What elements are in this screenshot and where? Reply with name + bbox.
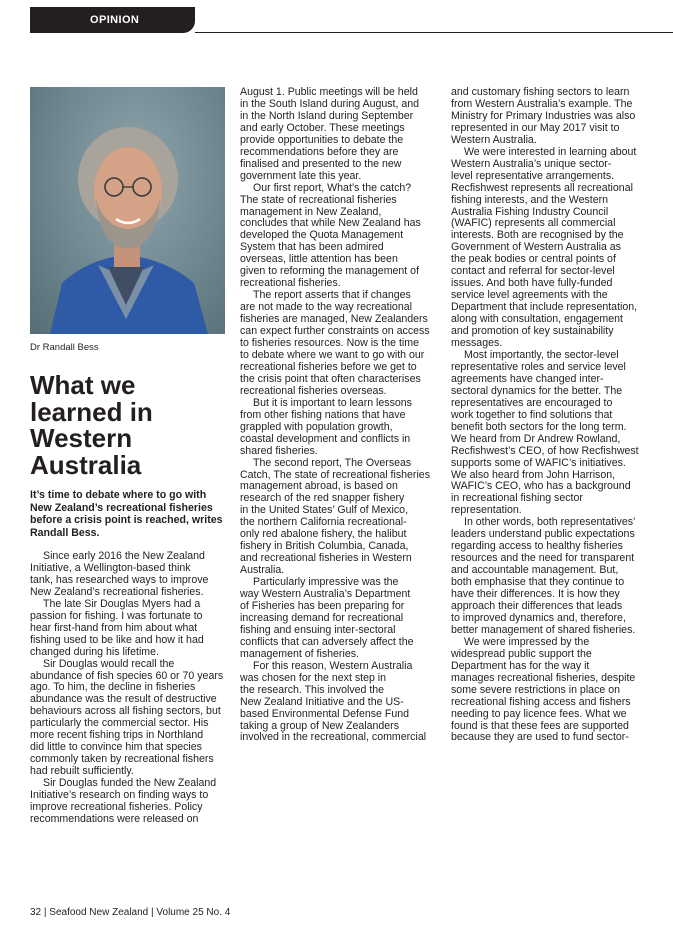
body-line: agreements have changed inter- — [451, 372, 604, 385]
section-tab — [30, 7, 195, 33]
body-line: of Fisheries has been preparing for — [240, 599, 405, 612]
body-line: along with consultation, engagement — [451, 313, 623, 326]
body-line: improve recreational fisheries. Policy — [30, 801, 203, 814]
body-line: to improved dynamics and, therefore, — [451, 611, 626, 624]
body-line: management abroad, is based on — [240, 480, 398, 493]
standfirst — [30, 489, 230, 539]
body-line: We also heard from John Harrison, — [451, 468, 616, 481]
body-line: fishing used to be like and how it had — [30, 633, 204, 646]
body-line: way Western Australia’s Department — [240, 588, 411, 601]
body-line: tank, has researched ways to improve — [30, 573, 209, 586]
body-line: Initiative, a Wellington-based think — [30, 561, 191, 574]
body-line: passion for fishing. I was fortunate to — [30, 609, 203, 622]
body-paragraph — [451, 87, 647, 147]
body-line: Western Australia’s unique sector- — [451, 157, 612, 170]
body-line: Sir Douglas funded the New Zealand — [43, 777, 217, 790]
body-line: messages. — [451, 337, 503, 350]
body-line: behaviours across all fishing sectors, but — [30, 705, 221, 718]
body-line: given to reforming the management of — [240, 265, 420, 278]
photo-caption: Dr Randall Bess — [30, 342, 99, 353]
body-line: management in New Zealand, — [240, 205, 382, 218]
body-line: Catch, The state of recreational fisheries — [240, 468, 430, 481]
body-paragraph — [30, 659, 230, 779]
body-line: representative roles and service level — [451, 360, 626, 373]
body-paragraph — [240, 183, 438, 291]
body-line: found is that these fees are supported — [451, 719, 629, 732]
body-line: recommendations were released on — [30, 812, 199, 825]
body-paragraph — [30, 599, 230, 659]
body-line: Department that include representation, — [451, 301, 638, 314]
standfirst-line: Randall Bess. — [30, 526, 100, 539]
body-line: government late this year. — [240, 169, 362, 182]
body-line: from Western Australia’s example. The — [451, 97, 633, 110]
body-line: in the South Island during August, and — [240, 97, 420, 110]
body-line: work together to find solutions that — [451, 408, 613, 421]
body-line: Most importantly, the sector-level — [464, 348, 619, 361]
body-column-2 — [240, 87, 438, 744]
body-line: Recfishwest’s CEO, of how Recfishwest — [451, 444, 639, 457]
body-line: issues. And both have fully-funded — [451, 277, 613, 290]
body-line: Recfishwest represents all recreational — [451, 181, 633, 194]
body-column-3 — [451, 87, 647, 744]
body-line: The report asserts that if changes — [253, 289, 411, 302]
body-line: hear first-hand from him about what — [30, 621, 198, 634]
body-line: ago. To him, the decline in fisheries — [30, 681, 196, 694]
body-line: widespread public support the — [451, 647, 592, 660]
body-line: recreational fishing access and fishers — [451, 695, 631, 708]
body-line: Australia Fishing Industry Council — [451, 205, 609, 218]
body-line: based Environmental Defense Fund — [240, 707, 410, 720]
body-line: Ministry for Primary Industries was also — [451, 109, 636, 122]
body-line: Government of Western Australia as — [451, 241, 621, 254]
body-line: abundance was the result of destructive — [30, 693, 217, 706]
body-line: better management of shared fisheries. — [451, 623, 636, 636]
body-line: Australia. — [240, 564, 285, 577]
body-line: was chosen for the next step in — [240, 671, 387, 684]
body-line: recreational fisheries overseas. — [240, 384, 387, 397]
body-line: represented in our May 2017 visit to — [451, 121, 620, 134]
body-line: in recreational fishing sector — [451, 492, 583, 505]
body-paragraph — [451, 517, 647, 637]
body-line: Sir Douglas would recall the — [43, 657, 175, 670]
body-line: In other words, both representatives’ — [464, 516, 636, 529]
body-line: Particularly impressive was the — [253, 576, 399, 589]
body-line: contact and referral for sector-level — [451, 265, 615, 278]
body-line: and recreational fisheries in Western — [240, 552, 412, 565]
body-line: from other fishing nations that have — [240, 408, 406, 421]
body-paragraph — [240, 398, 438, 458]
body-line: But it is important to learn lessons — [253, 396, 412, 409]
body-line: fisheries are managed, New Zealanders — [240, 313, 428, 326]
page-footer: 32 | Seafood New Zealand | Volume 25 No. 4 — [30, 907, 231, 918]
body-line: fishing and ensuing inter-sectoral — [240, 623, 396, 636]
body-line: approach their differences that leads — [451, 599, 623, 612]
body-line: Department has for the way it — [451, 659, 590, 672]
body-line: benefit both sectors for the long term. — [451, 420, 627, 433]
body-line: We heard from Dr Andrew Rowland, — [451, 432, 621, 445]
body-line: The state of recreational fisheries — [240, 193, 397, 206]
body-line: Our first report, What’s the catch? — [253, 181, 412, 194]
body-line: service level agreements with the — [451, 289, 608, 302]
body-line: some severe restrictions in place on — [451, 683, 620, 696]
body-line: particularly the commercial sector. His — [30, 717, 209, 730]
body-column-1 — [30, 551, 230, 826]
body-line: the crisis point that often characterises — [240, 372, 421, 385]
body-line: involved in the recreational, commercial — [240, 731, 427, 744]
portrait-illustration — [30, 87, 225, 334]
body-line: the peak bodies or central points of — [451, 253, 616, 266]
body-line: (WAFIC) represents all commercial — [451, 217, 616, 230]
body-line: representatives are encouraged to — [451, 396, 613, 409]
body-line: New Zealand Initiative and the US- — [240, 695, 404, 708]
body-line: and early October. These meetings — [240, 121, 405, 134]
body-paragraph — [451, 637, 647, 745]
headline-line: Western — [30, 423, 133, 453]
body-line: fishery in British Columbia, Canada, — [240, 540, 409, 553]
body-line: interests. Both are recognised by the — [451, 229, 624, 242]
body-line: can expect further constraints on access — [240, 325, 430, 338]
body-line: in the United States’ Gulf of Mexico, — [240, 504, 409, 517]
body-line: developed the Quota Management — [240, 229, 404, 242]
body-line: resources and the need for transparent — [451, 552, 635, 565]
body-line: to fisheries resources. Now is the time — [240, 337, 419, 350]
header-rule — [195, 32, 673, 33]
standfirst-line: It’s time to debate where to go with — [30, 489, 207, 501]
body-line: Western Australia. — [451, 133, 537, 146]
body-line: provide opportunities to debate the — [240, 133, 404, 146]
headline-line: Australia — [30, 449, 142, 480]
body-paragraph — [30, 778, 230, 826]
body-paragraph — [240, 290, 438, 398]
body-line: in the North Island during September — [240, 109, 414, 122]
body-line: leaders understand public expectations — [451, 528, 635, 541]
body-line: needing to pay licence fees. What we — [451, 707, 627, 720]
body-line: management of fisheries. — [240, 647, 359, 660]
body-paragraph — [30, 551, 230, 599]
body-line: abundance of fish species 60 or 70 years — [30, 669, 224, 682]
body-line: manages recreational fisheries, despite — [451, 671, 636, 684]
section-label: OPINION — [90, 14, 140, 26]
body-line: to debate where we want to go with our — [240, 348, 425, 361]
body-line: sectoral dynamics for the better. The — [451, 384, 623, 397]
standfirst-line: before a crisis point is reached, writes — [30, 514, 223, 527]
body-paragraph — [240, 87, 438, 183]
body-line: have their differences. It is how they — [451, 588, 620, 601]
body-line: increasing demand for recreational — [240, 611, 404, 624]
body-line: System that has been admired — [240, 241, 384, 254]
body-paragraph — [240, 458, 438, 578]
body-line: We were impressed by the — [464, 635, 590, 648]
body-line: We were interested in learning about — [464, 145, 637, 158]
body-line: representation. — [451, 504, 522, 517]
author-photo — [30, 87, 225, 334]
body-paragraph — [240, 661, 438, 745]
body-line: Initiative’s research on finding ways to — [30, 789, 209, 802]
body-paragraph — [240, 577, 438, 661]
body-line: conflicts that can adversely affect the — [240, 635, 414, 648]
body-line: overseas, little attention has been — [240, 253, 398, 266]
body-line: more recent fishing trips in Northland — [30, 729, 204, 742]
body-line: concludes that while New Zealand has — [240, 217, 421, 230]
body-paragraph — [451, 350, 647, 517]
body-line: recreational fisheries. — [240, 277, 341, 290]
body-line: changed during his lifetime. — [30, 645, 159, 658]
body-line: research of the red snapper fishery — [240, 492, 405, 505]
body-line: and accountable management. But, — [451, 564, 619, 577]
body-line: fishing interests, and the Western — [451, 193, 609, 206]
body-line: coastal development and conflicts in — [240, 432, 411, 445]
body-line: because they are used to fund sector- — [451, 731, 629, 744]
body-line: August 1. Public meetings will be held — [240, 86, 418, 98]
body-line: For this reason, Western Australia — [253, 659, 413, 672]
body-line: are not made to the way recreational — [240, 301, 412, 314]
headline-line: learned in — [30, 396, 153, 427]
headline-line: What we — [30, 370, 136, 400]
body-line: finalised and presented to the new — [240, 157, 402, 170]
body-line: commonly taken by recreational fishers — [30, 753, 214, 766]
body-line: WAFIC’s CEO, who has a background — [451, 480, 631, 493]
body-line: only red abalone fishery, the halibut — [240, 528, 407, 541]
body-line: level representative arrangements. — [451, 169, 615, 182]
body-line: shared fisheries. — [240, 444, 318, 457]
body-line: recreational fisheries before we get to — [240, 360, 417, 373]
body-line: the research. This involved the — [240, 683, 385, 696]
body-line: both emphasise that they continue to — [451, 576, 625, 589]
body-line: The late Sir Douglas Myers had a — [43, 597, 201, 610]
standfirst-line: New Zealand’s recreational fisheries — [30, 501, 213, 514]
body-line: and promotion of key sustainability — [451, 325, 614, 338]
body-line: New Zealand’s recreational fisheries. — [30, 585, 204, 598]
body-line: taking a group of New Zealanders — [240, 719, 399, 732]
body-paragraph — [451, 147, 647, 350]
body-line: did little to convince him that species — [30, 741, 202, 754]
body-line: grappled with population growth, — [240, 420, 393, 433]
body-line: had rebuilt sufficiently. — [30, 765, 134, 778]
body-line: regarding access to healthy fisheries — [451, 540, 623, 553]
body-line: The second report, The Overseas — [253, 456, 412, 469]
headline — [30, 372, 230, 478]
body-line: supports some of WAFIC’s initiatives. — [451, 456, 626, 469]
body-line: and customary fishing sectors to learn — [451, 86, 630, 98]
body-line: recommendations before they are — [240, 145, 399, 158]
body-line: Since early 2016 the New Zealand — [43, 550, 205, 562]
body-line: the northern California recreational- — [240, 516, 407, 529]
